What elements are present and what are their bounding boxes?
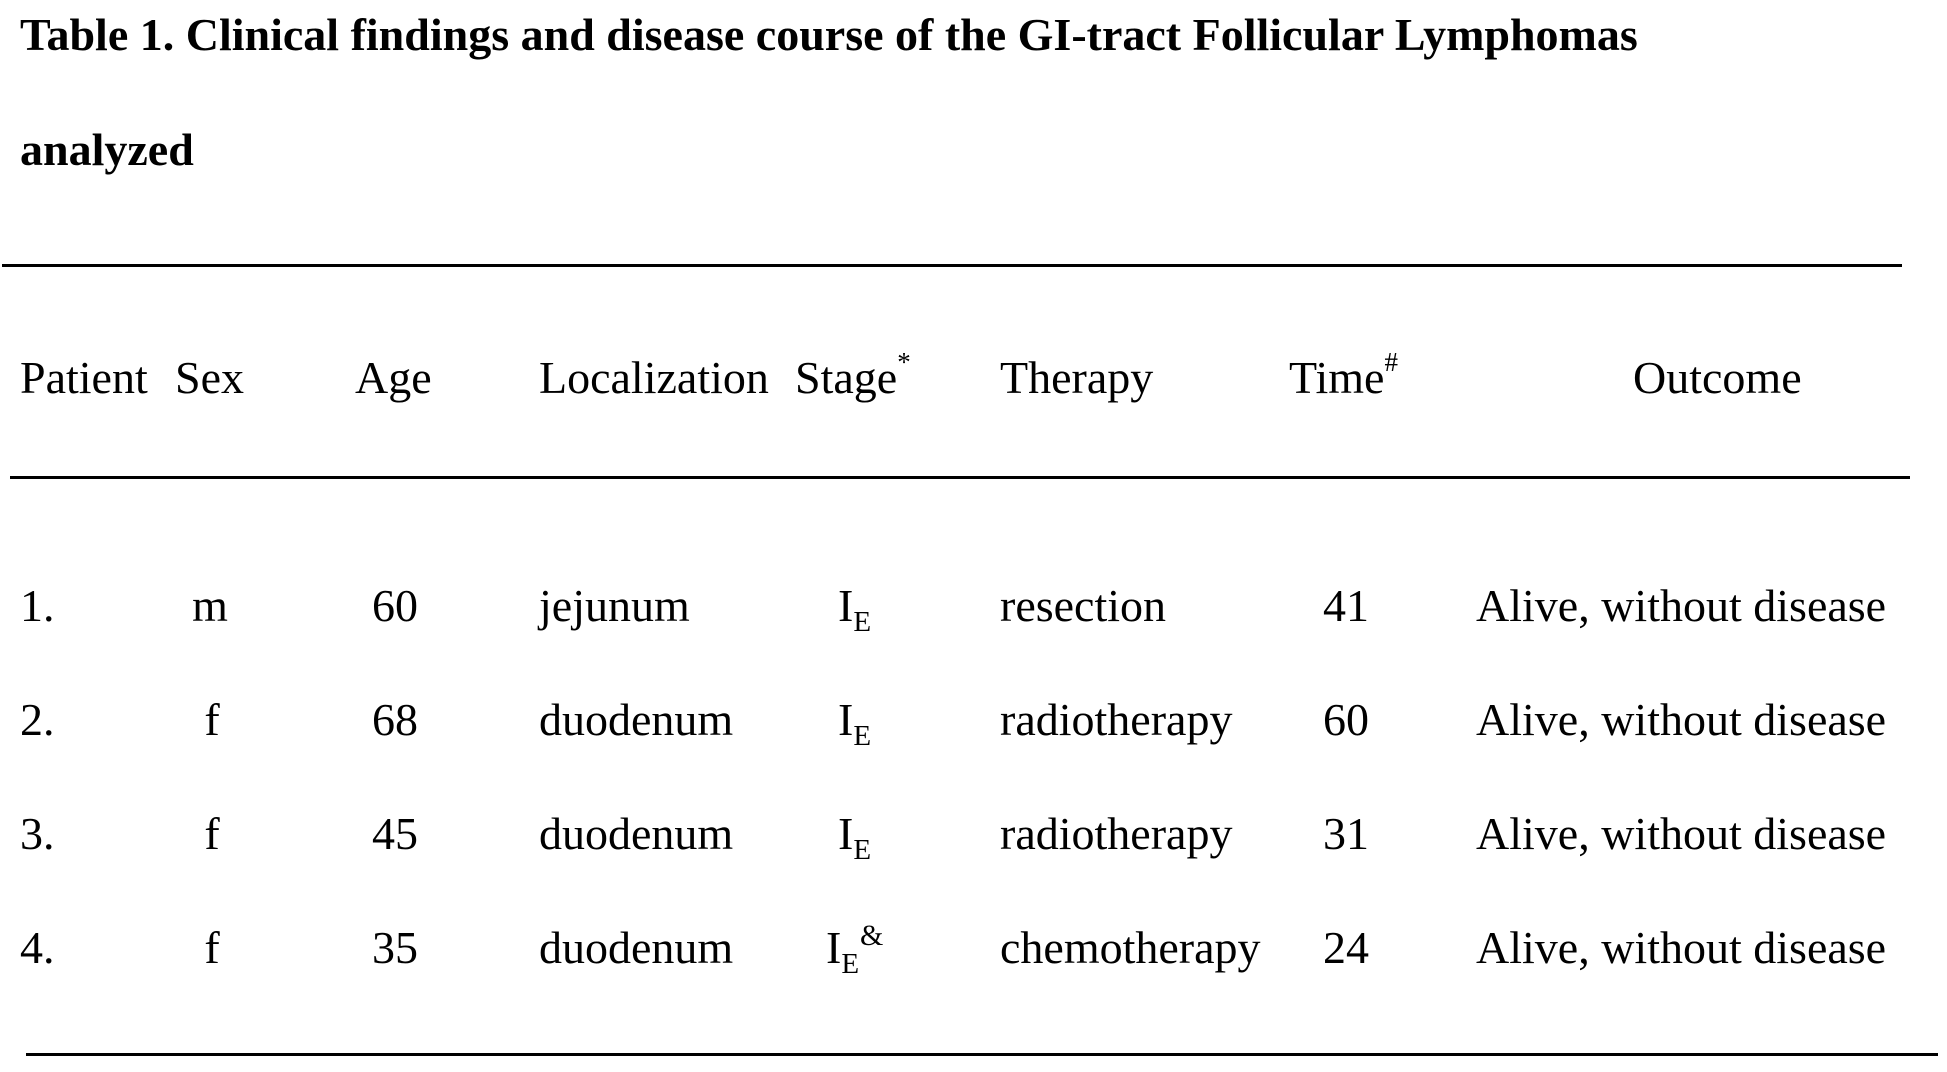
- table-row-1-stage-value: I: [838, 580, 854, 631]
- table-row-4-sex: f: [204, 922, 220, 973]
- table-row-2-therapy: radiotherapy: [1000, 694, 1233, 745]
- table-row-1-outcome: Alive, without disease: [1476, 580, 1887, 631]
- header-sex: Sex: [175, 352, 244, 403]
- table-row-3-localization: duodenum: [539, 808, 734, 859]
- table-bottom-rule: [26, 1053, 1938, 1056]
- table-row-1-age: 60: [372, 580, 418, 631]
- table-row-1-therapy: resection: [1000, 580, 1167, 631]
- table-row-3-stage: [838, 808, 872, 866]
- table-row-2-outcome: Alive, without disease: [1476, 694, 1887, 745]
- table-row-4-stage-value: I: [826, 922, 842, 973]
- table-row-1-stage: [838, 580, 872, 638]
- header-localization: Localization: [539, 352, 769, 403]
- table-row-1-patient: 1.: [20, 580, 55, 631]
- header-therapy: Therapy: [1000, 352, 1154, 403]
- table-row-4-therapy: chemotherapy: [1000, 922, 1261, 973]
- header-patient: Patient: [20, 352, 148, 403]
- header-time-label: Time: [1289, 352, 1385, 403]
- table-title-line-1: Table 1. Clinical findings and disease course of the GI-tract Follicular Lymphomas: [20, 9, 1638, 60]
- table-row-3-time: 31: [1323, 808, 1369, 859]
- table-row-4-stage-superscript: &: [860, 919, 884, 952]
- table-row-3-therapy: radiotherapy: [1000, 808, 1233, 859]
- table-row-4-stage: [826, 919, 884, 980]
- table-row-3-patient: 3.: [20, 808, 55, 859]
- table-row-4-localization: duodenum: [539, 922, 734, 973]
- table-row-1-sex: m: [192, 580, 228, 631]
- table-row-4-time: 24: [1323, 922, 1369, 973]
- header-time: [1289, 347, 1398, 403]
- table-row-2-patient: 2.: [20, 694, 55, 745]
- table-row-2-age: 68: [372, 694, 418, 745]
- table-row-2-stage-subscript: E: [853, 720, 872, 752]
- table-row-4-outcome: Alive, without disease: [1476, 922, 1887, 973]
- table-row-2-sex: f: [204, 694, 220, 745]
- header-stage-footnote-mark: *: [897, 347, 911, 377]
- table-top-rule: [2, 264, 1902, 267]
- table-row-3-sex: f: [204, 808, 220, 859]
- table-row-4-stage-subscript: E: [841, 948, 860, 980]
- table-row-3-stage-subscript: E: [853, 834, 872, 866]
- table-row-3-age: 45: [372, 808, 418, 859]
- table-row-2-time: 60: [1323, 694, 1369, 745]
- table-row-1-stage-subscript: E: [853, 606, 872, 638]
- table-header-rule: [10, 476, 1910, 479]
- header-stage: [795, 347, 911, 403]
- header-age: Age: [355, 352, 432, 403]
- table-row-2-stage-value: I: [838, 694, 854, 745]
- table-row-4-patient: 4.: [20, 922, 55, 973]
- table-row-3-stage-value: I: [838, 808, 854, 859]
- table-row-1-time: 41: [1323, 580, 1369, 631]
- header-outcome: Outcome: [1633, 352, 1802, 403]
- header-stage-label: Stage: [795, 352, 898, 403]
- table-row-2-stage: [838, 694, 872, 752]
- table-row-1-localization: jejunum: [539, 580, 690, 631]
- table-row-4-age: 35: [372, 922, 418, 973]
- table-row-3-outcome: Alive, without disease: [1476, 808, 1887, 859]
- table-row-2-localization: duodenum: [539, 694, 734, 745]
- header-time-footnote-mark: #: [1384, 347, 1398, 377]
- table-title-line-2: analyzed: [20, 124, 194, 175]
